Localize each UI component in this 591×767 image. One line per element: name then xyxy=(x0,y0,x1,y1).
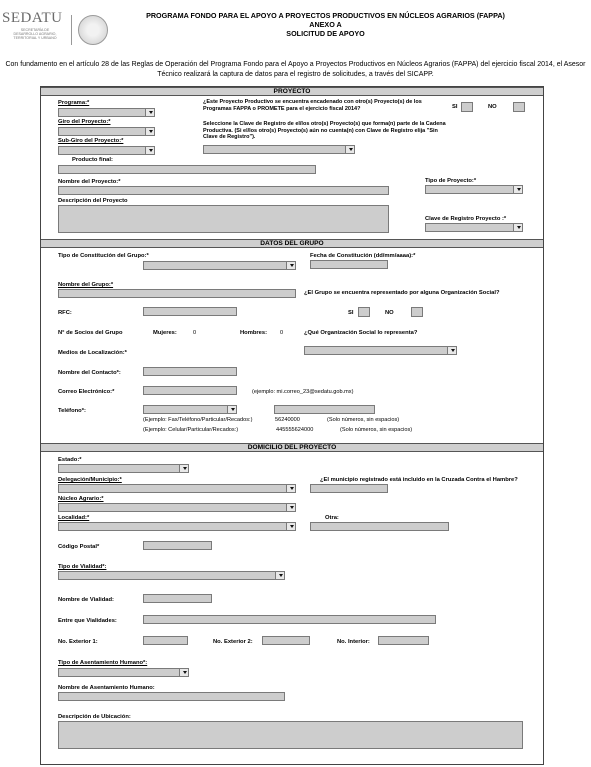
cp-input[interactable] xyxy=(143,541,212,550)
doc-title: PROGRAMA FONDO PARA EL APOYO A PROYECTOS PRODUCTIVOS EN NÚCLEOS AGRARIOS (FAPPA) xyxy=(146,11,505,20)
delegacion-select[interactable] xyxy=(58,484,296,493)
chevron-down-icon xyxy=(513,186,522,193)
subgiro-label: Sub-Giro del Proyecto:* xyxy=(58,138,124,144)
nombre-vialidad-input[interactable] xyxy=(143,594,212,603)
nucleo-select[interactable] xyxy=(58,503,296,512)
org-si-label: SI xyxy=(348,310,354,316)
tipo-vialidad-label: Tipo de Vialidad*: xyxy=(58,564,107,570)
descripcion-label: Descripción del Proyecto xyxy=(58,198,128,204)
org-select[interactable] xyxy=(304,346,457,355)
logo-divider xyxy=(71,15,72,45)
tipo-constitucion-label: Tipo de Constitución del Grupo:* xyxy=(58,253,149,259)
delegacion-label: Delegación/Municipio:* xyxy=(58,477,122,483)
chevron-down-icon xyxy=(145,128,154,135)
chevron-down-icon xyxy=(145,147,154,154)
intro-paragraph: Con fundamento en el artículo 28 de las Reglas de Operación del Programa Fondo para el Apoyo a Proyectos Productivos en Núcleos Agrarios (FAPPA) del ejercicio fiscal 2014, el Asesor Técnico realizará la captura de datos para el registro de solicitudes, a través del SICAPP. xyxy=(5,61,586,78)
encadenado-si-label: SI xyxy=(452,104,458,110)
producto-label: Producto final: xyxy=(72,157,113,163)
clave-instructions: Seleccione la Clave de Registro de el/los otro(s) Proyecto(s) que forma(n) parte de la Cadena Productiva. (Si el/los otro(s) Proyecto(s) aún no cuenta(n) con Clave de Registro elija "Sin Clave de Registro"). xyxy=(203,121,446,141)
tipo-proyecto-label: Tipo de Proyecto:* xyxy=(425,178,477,184)
ext2-label: No. Exterior 2: xyxy=(213,639,253,645)
encadenado-no-checkbox[interactable] xyxy=(513,102,525,112)
giro-select[interactable] xyxy=(58,127,155,136)
contacto-input[interactable] xyxy=(143,367,237,376)
telefono-input[interactable] xyxy=(274,405,375,414)
estado-select[interactable] xyxy=(58,464,189,473)
org-no-label: NO xyxy=(385,310,394,316)
tipo-constitucion-select[interactable] xyxy=(143,261,296,270)
org-no-checkbox[interactable] xyxy=(411,307,423,317)
programa-label: Programa:* xyxy=(58,100,90,106)
telefono-tipo-select[interactable] xyxy=(143,405,237,414)
entre-input[interactable] xyxy=(143,615,436,624)
clave-encadenado-select[interactable] xyxy=(203,145,355,154)
tel-example-2: (Ejemplo: Celular/Particular/Recados:) xyxy=(143,427,239,433)
nombre-asentamiento-input[interactable] xyxy=(58,692,285,701)
mujeres-label: Mujeres: xyxy=(153,330,177,336)
section-grupo: DATOS DEL GRUPO xyxy=(41,239,543,248)
chevron-down-icon xyxy=(447,347,456,354)
tel-example-1: (Ejemplo: Fax/Teléfono/Particular/Recados:) xyxy=(143,417,253,423)
section-domicilio: DOMICILIO DEL PROYECTO xyxy=(41,443,543,452)
localidad-label: Localidad:* xyxy=(58,515,90,521)
chevron-down-icon xyxy=(179,669,188,676)
otra-label: Otra: xyxy=(325,515,339,521)
ext1-label: No. Exterior 1: xyxy=(58,639,98,645)
sedatu-logo: SEDATU xyxy=(2,10,63,26)
cp-label: Código Postal* xyxy=(58,544,100,550)
medios-label: Medios de Localización:* xyxy=(58,350,127,356)
nombre-asentamiento-label: Nombre de Asentamiento Humano: xyxy=(58,685,155,691)
org-si-checkbox[interactable] xyxy=(358,307,370,317)
nombre-proyecto-input[interactable] xyxy=(58,186,389,195)
producto-input[interactable] xyxy=(58,165,316,174)
ubicacion-label: Descripción de Ubicación: xyxy=(58,714,131,720)
org-cual-label: ¿Qué Organización Social lo representa? xyxy=(304,330,418,336)
org-question: ¿El Grupo se encuentra representado por alguna Organización Social? xyxy=(304,290,500,296)
ubicacion-textarea[interactable] xyxy=(58,721,523,749)
nombre-proyecto-label: Nombre del Proyecto:* xyxy=(58,179,121,185)
cruzada-input[interactable] xyxy=(310,484,388,493)
tipo-proyecto-select[interactable] xyxy=(425,185,523,194)
giro-label: Giro del Proyecto:* xyxy=(58,119,111,125)
fecha-input[interactable] xyxy=(310,260,388,269)
programa-select[interactable] xyxy=(58,108,155,117)
telefono-label: Teléfono*: xyxy=(58,408,86,414)
tel-note-1: (Solo números, sin espacios) xyxy=(327,417,400,423)
localidad-select[interactable] xyxy=(58,522,296,531)
chevron-down-icon xyxy=(227,406,236,413)
subgiro-select[interactable] xyxy=(58,146,155,155)
encadenado-question: ¿Este Proyecto Productivo se encuentra encadenado con otro(s) Proyecto(s) de los Programas FAPPA o PROMETE para el ejercicio fiscal 2014? xyxy=(203,99,422,112)
chevron-down-icon xyxy=(286,485,295,492)
chevron-down-icon xyxy=(286,523,295,530)
rfc-label: RFC: xyxy=(58,310,72,316)
hombres-label: Hombres: xyxy=(240,330,268,336)
entre-label: Entre que Vialidades: xyxy=(58,618,117,624)
chevron-down-icon xyxy=(179,465,188,472)
mujeres-value: 0 xyxy=(193,330,197,336)
ext2-input[interactable] xyxy=(262,636,310,645)
chevron-down-icon xyxy=(286,504,295,511)
ext1-input[interactable] xyxy=(143,636,188,645)
contacto-label: Nombre del Contacto*: xyxy=(58,370,121,376)
correo-label: Correo Electrónico:* xyxy=(58,389,115,395)
rfc-input[interactable] xyxy=(143,307,237,316)
clave-registro-select[interactable] xyxy=(425,223,523,232)
chevron-down-icon xyxy=(345,146,354,153)
clave-registro-label: Clave de Registro Proyecto :* xyxy=(425,216,507,222)
encadenado-no-label: NO xyxy=(488,104,497,110)
tipo-vialidad-select[interactable] xyxy=(58,571,285,580)
chevron-down-icon xyxy=(145,109,154,116)
fecha-label: Fecha de Constitución (dd/mm/aaaa):* xyxy=(310,253,416,259)
interior-label: No. Interior: xyxy=(337,639,370,645)
chevron-down-icon xyxy=(513,224,522,231)
tipo-asentamiento-label: Tipo de Asentamiento Humano*: xyxy=(58,660,148,666)
encadenado-si-checkbox[interactable] xyxy=(461,102,473,112)
nombre-grupo-input[interactable] xyxy=(58,289,296,298)
nombre-vialidad-label: Nombre de Vialidad: xyxy=(58,597,114,603)
hombres-value: 0 xyxy=(280,330,284,336)
chevron-down-icon xyxy=(275,572,284,579)
tel-number-1: 56240000 xyxy=(275,417,300,423)
descripcion-textarea[interactable] xyxy=(58,205,389,233)
tipo-asentamiento-select[interactable] xyxy=(58,668,189,677)
correo-input[interactable] xyxy=(143,386,237,395)
doc-annex: ANEXO A xyxy=(309,20,342,29)
correo-example: (ejemplo: mi.correo_23@sedatu.gob.mx) xyxy=(252,389,354,395)
nombre-grupo-label: Nombre del Grupo:* xyxy=(58,282,114,288)
interior-input[interactable] xyxy=(378,636,429,645)
estado-label: Estado:* xyxy=(58,457,82,463)
section-proyecto: PROYECTO xyxy=(41,87,543,96)
tel-note-2: (Solo números, sin espacios) xyxy=(340,427,413,433)
chevron-down-icon xyxy=(286,262,295,269)
sedatu-logo-subtitle: SECRETARÍA DE DESARROLLO AGRARIO, TERRITORIAL Y URBANO xyxy=(13,28,57,41)
nucleo-label: Núcleo Agrario:* xyxy=(58,496,104,502)
socios-label: N° de Socios del Grupo xyxy=(58,330,123,336)
tel-number-2: 445555624000 xyxy=(276,427,314,433)
doc-subtitle: SOLICITUD DE APOYO xyxy=(286,29,365,38)
otra-input[interactable] xyxy=(310,522,449,531)
cruzada-question: ¿El municipio registrado está incluido en la Cruzada Contra el Hambre? xyxy=(320,477,518,483)
